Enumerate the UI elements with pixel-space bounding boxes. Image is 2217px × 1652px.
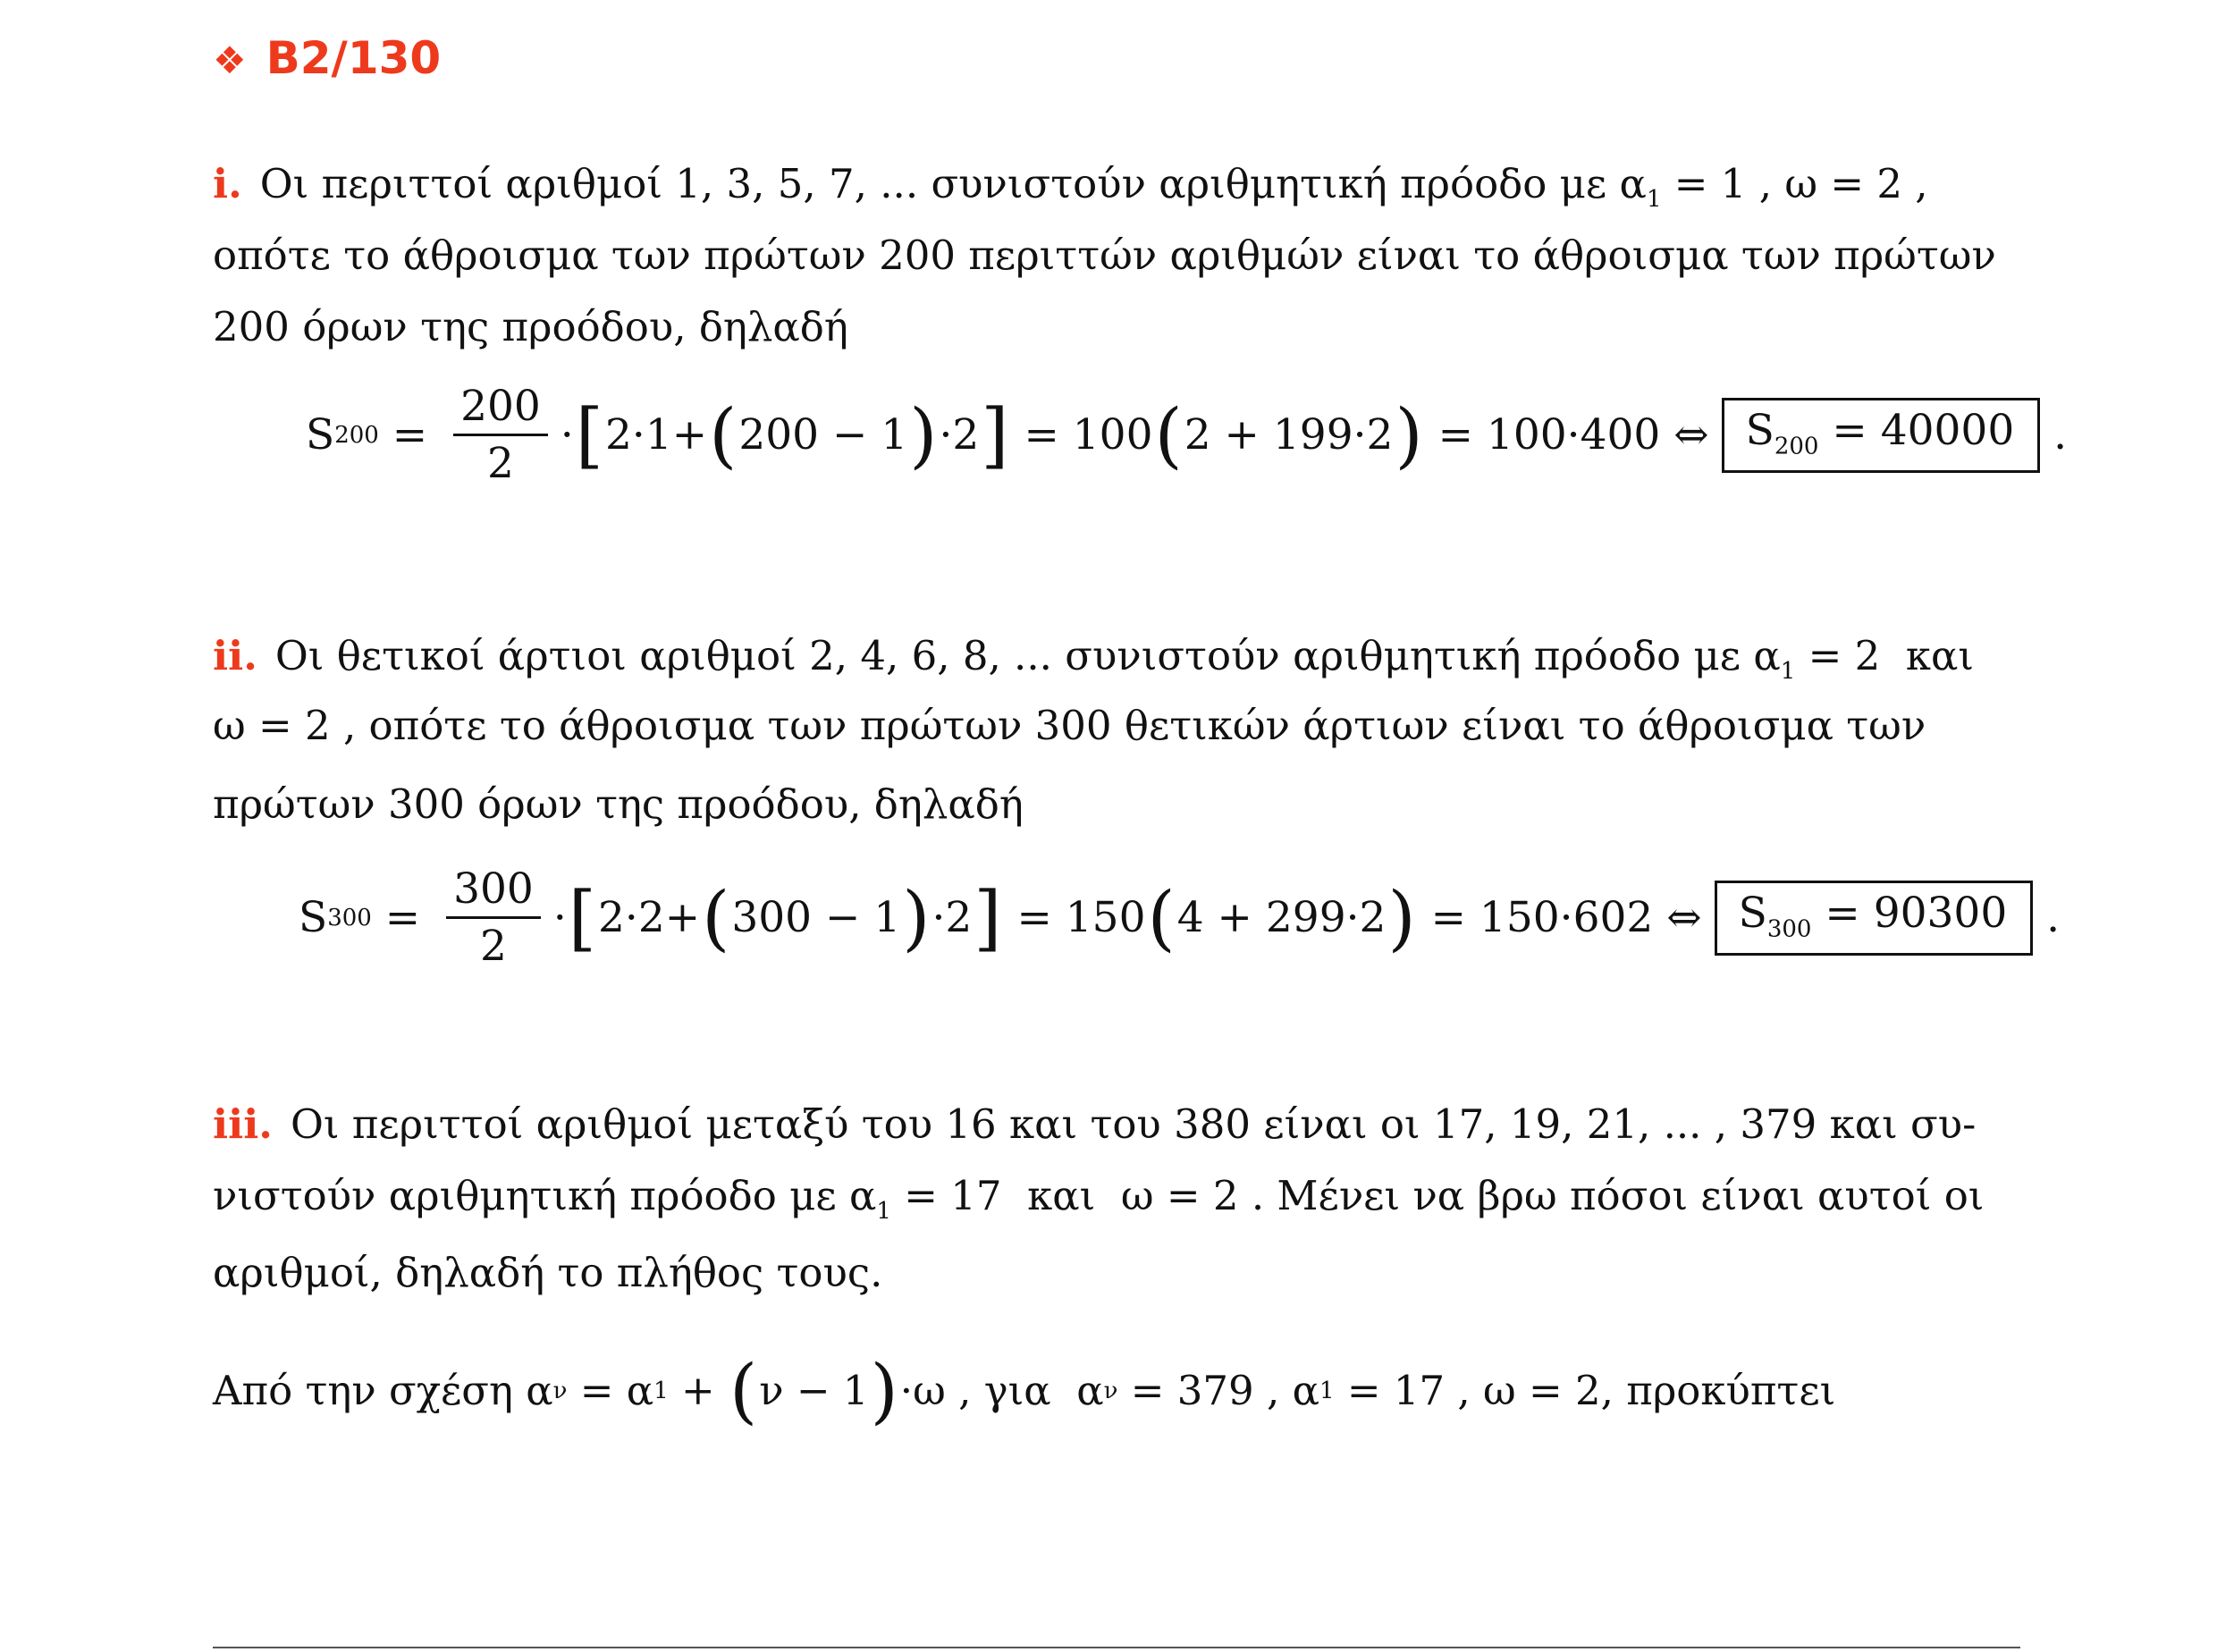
section-title: B2/130 — [266, 32, 442, 84]
part-iii-label: iii. — [213, 1100, 273, 1148]
part-ii-label: ii. — [213, 632, 257, 679]
part-iii-line-2: νιστούν αριθμητική πρόοδο με $\alpha_1 = 17$ και ω = 2 . Μένει να βρω πόσοι είναι αυτοί οι — [213, 1172, 1985, 1225]
part-ii-line-3: πρώτων 300 όρων της προόδου, δηλαδή — [213, 780, 1024, 828]
fraction: $\frac{300}{2}$ — [446, 867, 541, 969]
diamond-bullet-icon: ❖ — [213, 38, 247, 82]
result-box: $S_{300} = 90300$ — [1715, 881, 2034, 956]
part-ii-line-1: ii. Οι θετικοί άρτιοι αριθμοί 2, 4, 6, 8, ... συνιστούν αριθμητική πρόοδο με $\alpha_1 = 2$ και — [213, 632, 1974, 685]
section-heading — [213, 32, 441, 84]
part-iii-line-3: αριθμοί, δηλαδή το πλήθος τους. — [213, 1249, 883, 1296]
footer-divider — [213, 1647, 2020, 1648]
part-i-line-1: i. Οι περιττοί αριθμοί 1, 3, 5, 7, ... συνιστούν αριθμητική πρόοδο με $\alpha_1 = 1$ , ω = 2 , — [213, 160, 1928, 213]
part-iii-line-1: iii. Οι περιττοί αριθμοί μεταξύ του 16 και του 380 είναι οι 17, 19, 21, ... , 379 και συ- — [213, 1100, 1977, 1148]
part-i-line-2: οπότε το άθροισμα των πρώτων 200 περιττών αριθμών είναι το άθροισμα των πρώτων — [213, 232, 1996, 279]
part-iii-line-4: Από την σχέση α ν = α 1 + ( ν − 1 ) ·ω , για α ν = 379 , α 1 = 17 , ω = 2, προκύπτει — [213, 1349, 1836, 1432]
fraction: $\frac{200}{2}$ — [453, 384, 548, 486]
part-ii-line-2: ω = 2 , οπότε το άθροισμα των πρώτων 300 θετικών άρτιων είναι το άθροισμα των — [213, 702, 1926, 749]
result-box: $S_{200} = 40000$ — [1722, 398, 2041, 473]
part-i-line-3: 200 όρων της προόδου, δηλαδή — [213, 303, 848, 350]
part-i-equation: S 200 = $\frac{200}{2}$ · [ 2·1+ ( 200 − 1 ) ·2 ] = 100 ( 2 + 199·2 ) = 100·400 ⇔ $S_{200} = 40000$ . — [306, 382, 2068, 489]
part-i-label: i. — [213, 160, 242, 207]
part-ii-equation: S 300 = $\frac{300}{2}$ · [ 2·2+ ( 300 − 1 ) ·2 ] = 150 ( 4 + 299·2 ) = 150·602 ⇔ $S_{300} = 90300$ . — [299, 864, 2061, 972]
